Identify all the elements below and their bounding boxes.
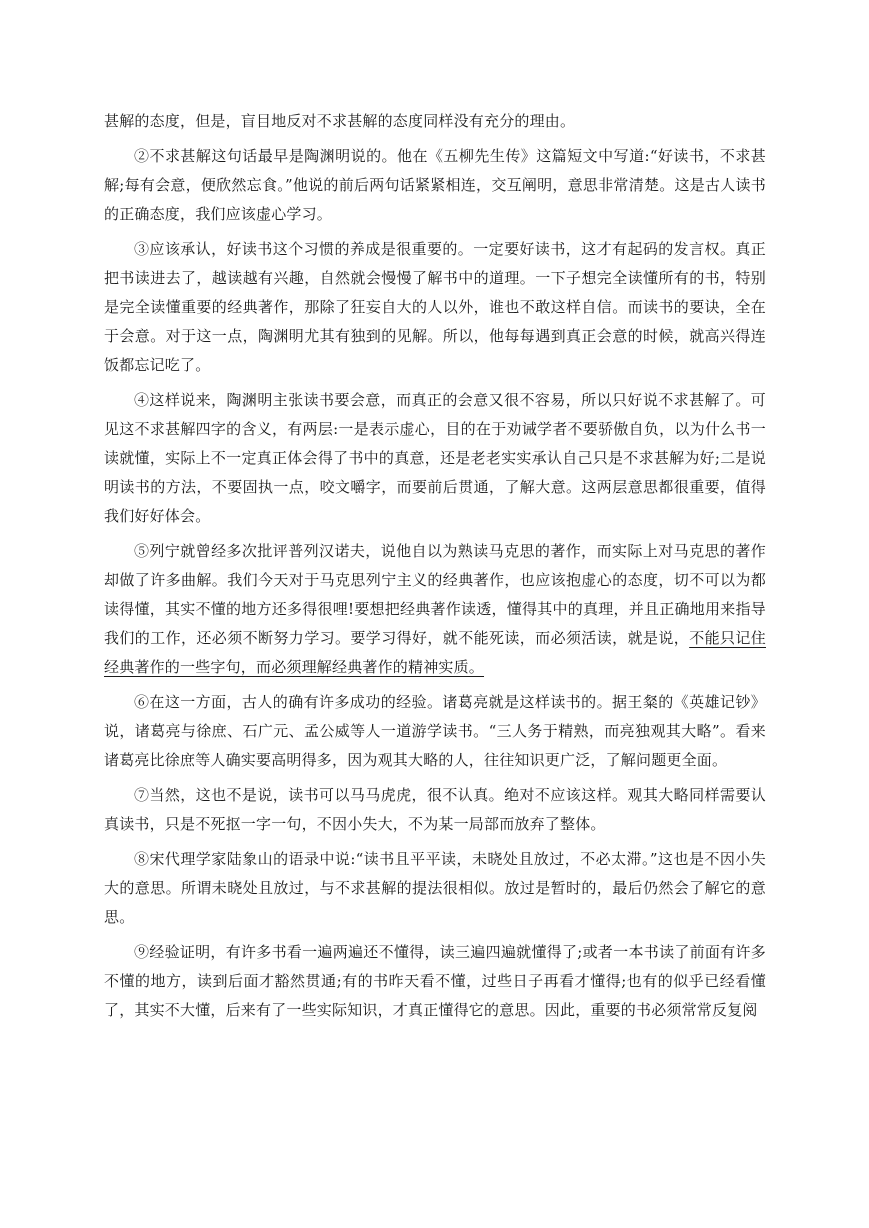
paragraph-continuation: 甚解的态度，但是，盲目地反对不求甚解的态度同样没有充分的理由。 (104, 112, 576, 130)
paragraph-9: ⑨经验证明，有许多书看一遍两遍还不懂得，读三遍四遍就懂得了;或者一本书读了前面有许多不懂的地方，读到后面才豁然贯通;有的书昨天看不懂，过些日子再看才懂得;也有的似乎已经看懂了，其实不大懂，后来有了一些实际知识，才真正懂得它的意思。因此，重要的书必须常常反复阅 (104, 943, 766, 1019)
paragraph-7: ⑦当然，这也不是说，读书可以马马虎虎，很不认真。绝对不应该这样。观其大略同样需要认真读书，只是不死抠一字一句，不因小失大，不为某一局部而放弃了整体。 (104, 786, 766, 833)
paragraph-3: ③应该承认，好读书这个习惯的养成是很重要的。一定要好读书，这才有起码的发言权。真正把书读进去了，越读越有兴趣，自然就会慢慢了解书中的道理。一下子想完全读懂所有的书，特别是完全读懂重要的经典著作，那除了狂妄自大的人以外，谁也不敢这样自信。而读书的要诀，全在于会意。对于这一点，陶渊明尤其有独到的见解。所以，他每每遇到真正会意的时候，就高兴得连饭都忘记吃了。 (104, 240, 766, 374)
paragraph-5-text: ⑤列宁就曾经多次批评普列汉诺夫，说他自以为熟读马克思的著作，而实际上对马克思的著作却做了许多曲解。我们今天对于马克思列宁主义的经典著作，也应该抱虚心的态度，切不可以为都读得懂，其实不懂的地方还多得很哩!要想把经典著作读透，懂得其中的真理，并且正确地用来指导我们的工作，还必须不断努力学习。要学习得好，就不能死读，而必须活读，就是说， (104, 542, 766, 647)
document-page (104, 107, 766, 1031)
paragraph-2: ②不求甚解这句话最早是陶渊明说的。他在《五柳先生传》这篇短文中写道:“好读书，不求甚解;每有会意，便欣然忘食。”他说的前后两句话紧紧相连，交互阐明，意思非常清楚。这是古人读书的正确态度，我们应该虚心学习。 (104, 147, 766, 223)
paragraph-8: ⑧宋代理学家陆象山的语录中说:“读书且平平读，未晓处且放过，不必太滞。”这也是不因小失大的意思。所谓未晓处且放过，与不求甚解的提法很相似。放过是暂时的，最后仍然会了解它的意思。 (104, 850, 766, 926)
paragraph-5 (104, 537, 766, 682)
paragraph-6: ⑥在这一方面，古人的确有许多成功的经验。诸葛亮就是这样读书的。据王粲的《英雄记钞》说，诸葛亮与徐庶、石广元、孟公威等人一道游学读书。“三人务于精熟，而亮独观其大略”。看来诸葛亮比徐庶等人确实要高明得多，因为观其大略的人，往往知识更广泛，了解问题更全面。 (104, 693, 766, 769)
underlined-sentence: 不能只记住经典著作的一些字句，而必须理解经典著作的精神实质。 (104, 629, 766, 676)
paragraph-4: ④这样说来，陶渊明主张读书要会意，而真正的会意又很不容易，所以只好说不求甚解了。可见这不求甚解四字的含义，有两层:一是表示虚心，目的在于劝诫学者不要骄傲自负，以为什么书一读就懂，实际上不一定真正体会得了书中的真意，还是老老实实承认自己只是不求甚解为好;二是说明读书的方法，不要固执一点，咬文嚼字，而要前后贯通，了解大意。这两层意思都很重要，值得我们好好体会。 (104, 391, 766, 525)
